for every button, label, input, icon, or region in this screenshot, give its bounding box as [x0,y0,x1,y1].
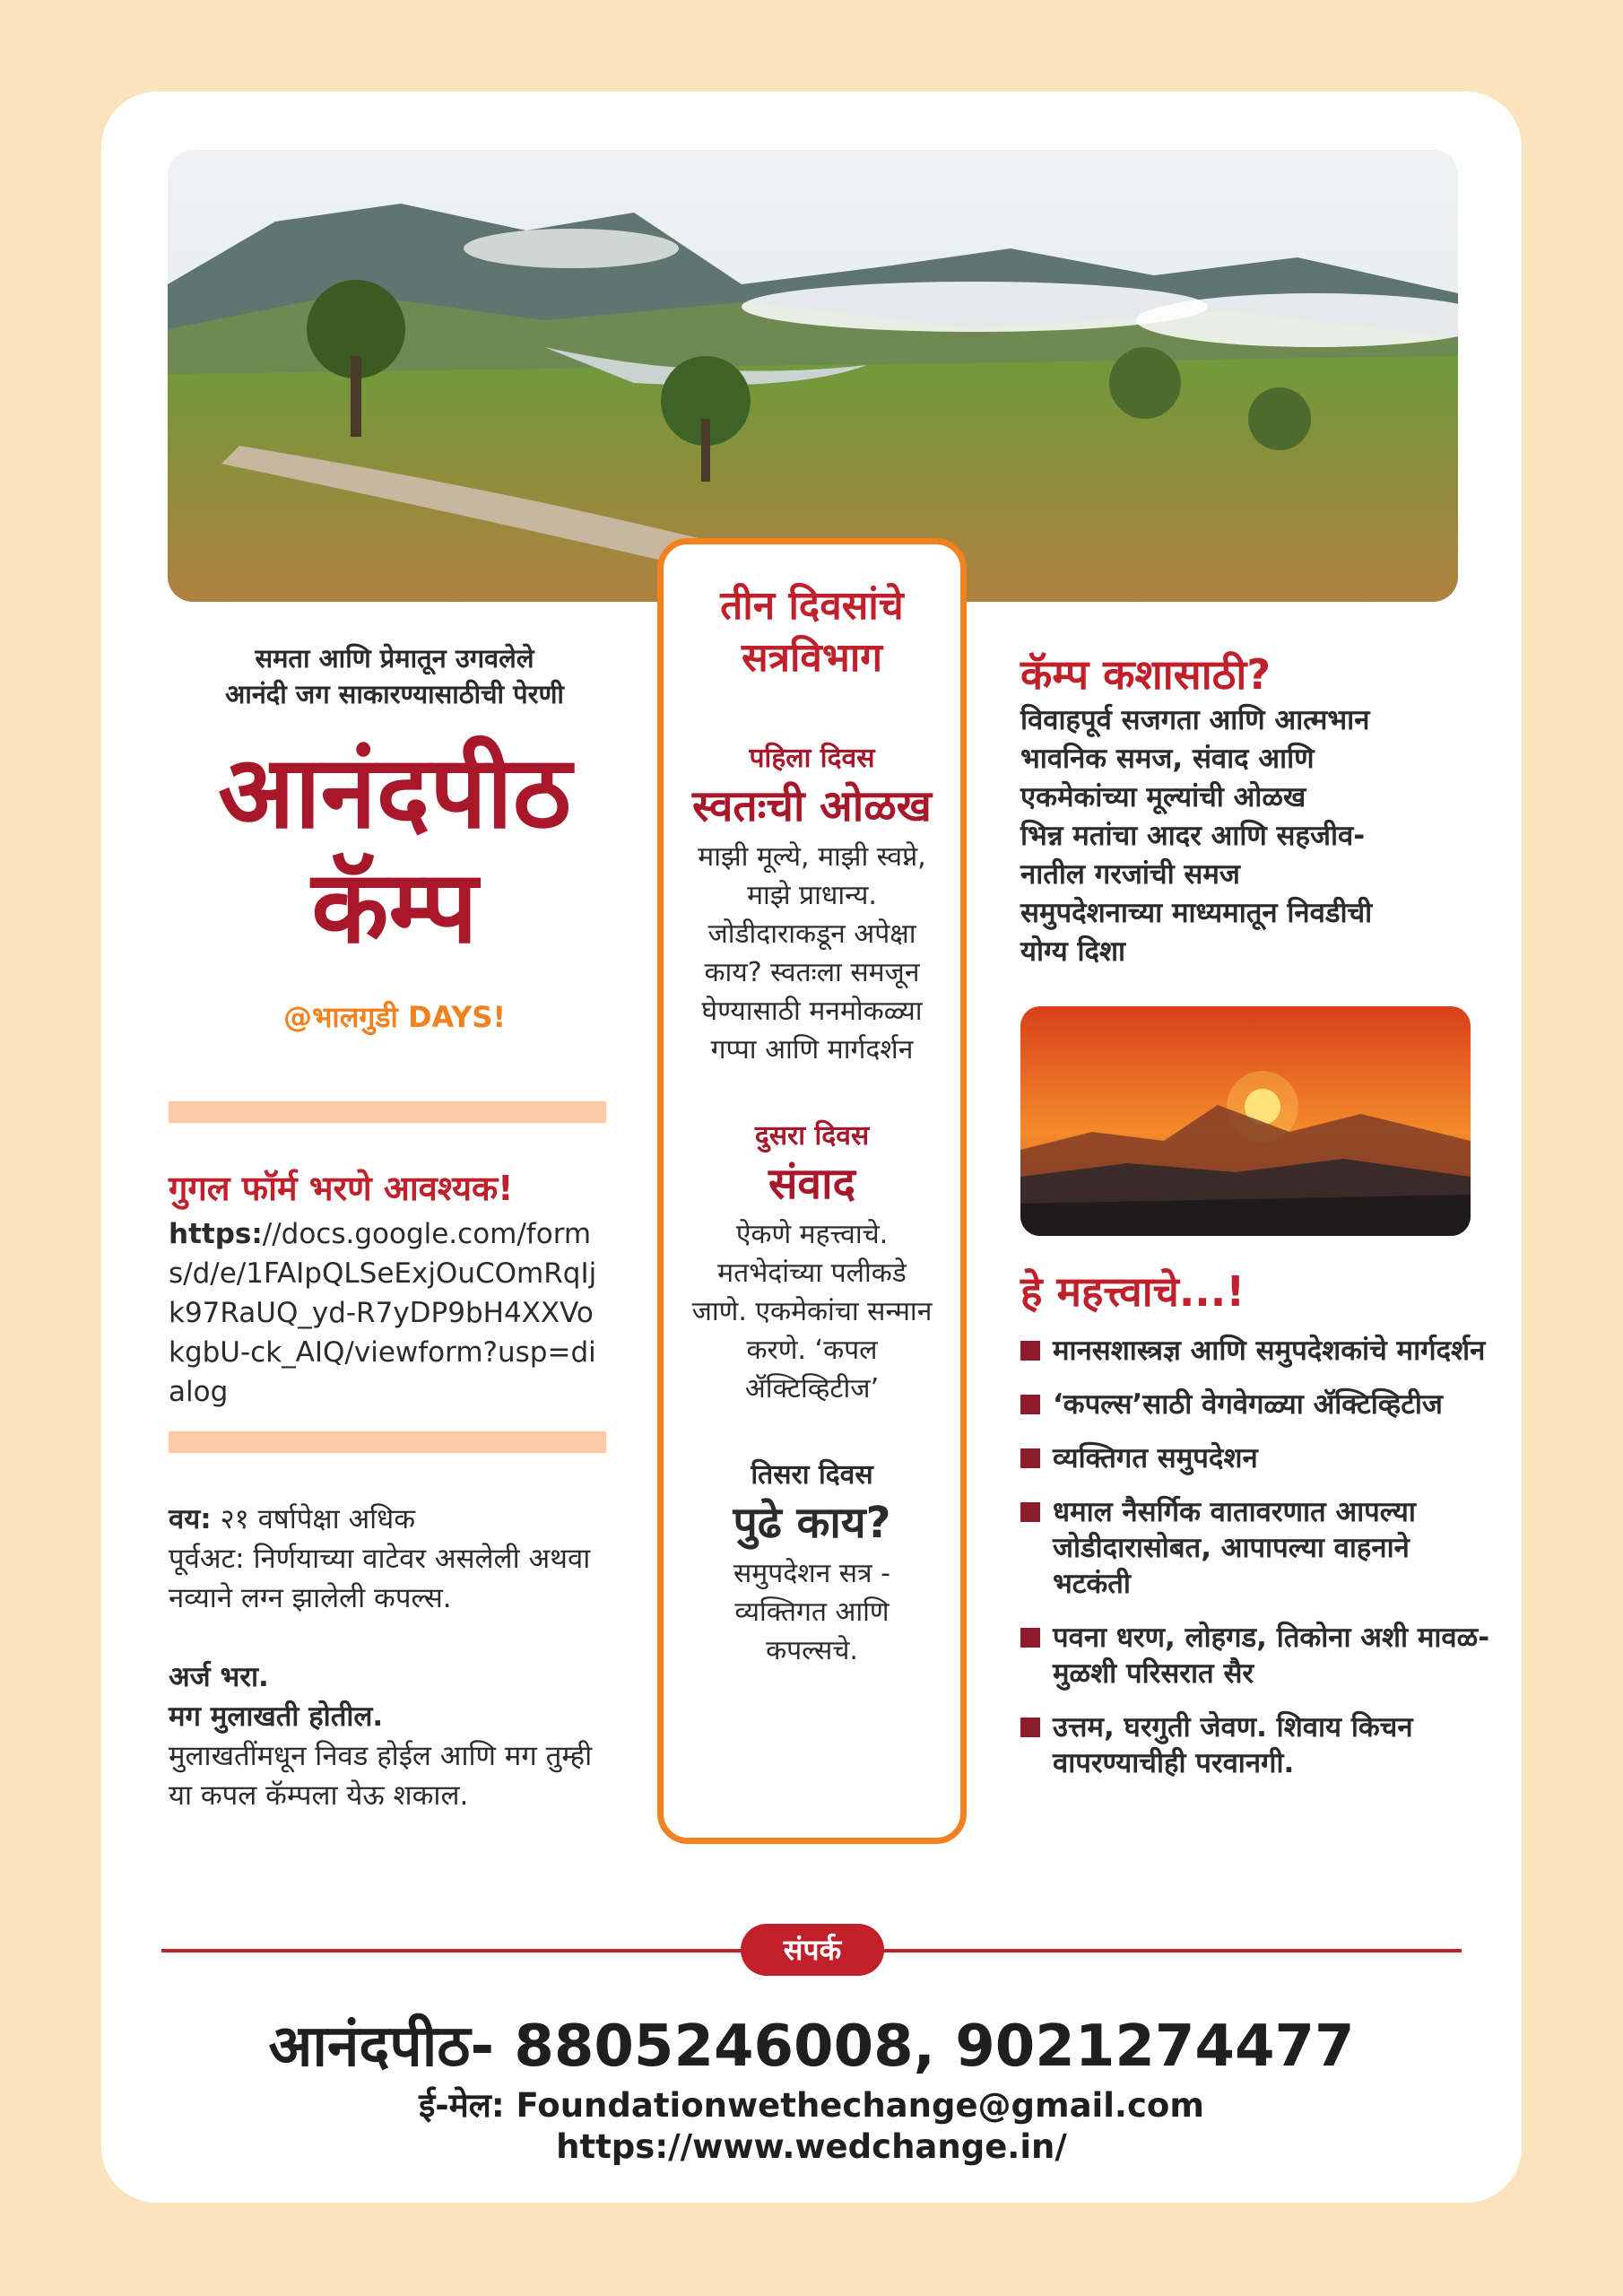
important-list [1020,1333,1496,1799]
why-line: योग्य दिशा [1020,935,1126,968]
why-line: विवाहपूर्व सजगता आणि आत्मभान [1020,704,1370,736]
day-1-label: पहिला दिवस [749,743,875,774]
why-line: भिन्न मतांचा आदर आणि सहजीव- [1020,820,1366,852]
age-label: वय: [169,1503,212,1535]
why-line: एकमेकांच्या मूल्यांची ओळख [1020,781,1306,813]
important-heading: हे महत्त्वाचे...! [1020,1267,1245,1316]
day-1-description: माझी मूल्ये, माझी स्वप्ने, माझे प्राधान्य. जोडीदाराकडून अपेक्षा काय? स्वतःला समजून घेण्यासाठी मनमोकळ्या गप्पा आणि मार्गदर्शन [698,841,926,1065]
apply-line-1: अर्ज भरा. [169,1661,269,1693]
form-url-link[interactable] [169,1214,608,1412]
bullet-square-icon [1020,1448,1040,1468]
brand-title-line-1: आनंदपीठ [218,734,571,851]
contact-email[interactable]: ई-मेल: Foundationwethechange@gmail.com [419,2086,1204,2125]
eligibility-block [169,1500,617,1618]
schedule-title-line-1: तीन दिवसांचे [720,583,904,629]
day-2-title: संवाद [768,1159,856,1209]
form-heading: गुगल फॉर्म भरणे आवश्यक! [169,1169,514,1208]
why-line: समुपदेशनाच्या माध्यमातून निवडीची [1020,897,1373,929]
form-url-scheme: https: [169,1218,263,1250]
tagline [170,640,619,712]
schedule-title-line-2: सत्रविभाग [742,635,882,681]
list-item: उत्तम, घरगुती जेवण. शिवाय किचन वापरण्याचीही परवानगी. [1020,1709,1496,1781]
bullet-square-icon [1020,1395,1040,1414]
list-item: ‘कपल्स’साठी वेगवेगळ्या ॲक्टिव्हिटीज [1020,1387,1496,1422]
form-url-rest: //docs.google.com/forms/d/e/1FAIpQLSeExjOuCOmRqIjk97RaUQ_yd-R7yDP9bH4XXVokgbU-ck_AIQ/viewform?usp=dialog [169,1218,597,1408]
list-item: व्यक्तिगत समुपदेशन [1020,1440,1496,1476]
list-item: धमाल नैसर्गिक वातावरणात आपल्या जोडीदारासोबत, आपापल्या वाहनाने भटकंती [1020,1494,1496,1602]
schedule-title [689,580,935,684]
prerequisite: पूर्वअट: निर्णयाच्या वाटेवर असलेली अथवा नव्याने लग्न झालेली कपल्स. [169,1543,591,1614]
bullet-square-icon [1020,1341,1040,1361]
brand-title-line-2: कॅम्प [311,848,478,966]
brand-subtitle: @भालगुडी DAYS! [282,1000,507,1034]
divider-bar [169,1431,606,1453]
day-3-description: समुपदेशन सत्र - व्यक्तिगत आणि कपल्सचे. [733,1558,890,1666]
apply-block [169,1657,617,1815]
bullet-square-icon [1020,1628,1040,1648]
why-line: भावनिक समज, संवाद आणि [1020,743,1315,775]
contact-label: संपर्क [741,1924,884,1976]
why-heading: कॅम्प कशासाठी? [1020,650,1271,699]
bullet-square-icon [1020,1502,1040,1522]
brand-title [170,735,619,965]
day-3-label: तिसरा दिवस [751,1459,873,1491]
list-item: पवना धरण, लोहगड, तिकोना अशी मावळ-मुळशी परिसरात सैर [1020,1620,1496,1692]
list-item: मानसशास्त्रज्ञ आणि समुपदेशकांचे मार्गदर्शन [1020,1333,1496,1369]
age-value: २१ वर्षापेक्षा अधिक [211,1503,416,1535]
contact-website-link[interactable]: https://www.wedchange.in/ [556,2127,1067,2166]
divider-bar [169,1101,606,1123]
contact-phones: आनंदपीठ- 8805246008, 9021274477 [268,2013,1355,2080]
day-2-label: दुसरा दिवस [754,1120,870,1152]
day-1-title: स्वतःची ओळख [692,781,932,831]
bullet-square-icon [1020,1718,1040,1737]
schedule-box [657,538,967,1844]
day-2-description: ऐकणे महत्त्वाचे. मतभेदांच्या पलीकडे जाणे. एकमेकांचा सन्मान करणे. ‘कपल ॲक्टिव्हिटीज’ [691,1219,933,1405]
apply-line-3: मुलाखतींमधून निवड होईल आणि मग तुम्ही या कपल कॅम्पला येऊ शकाल. [169,1740,593,1812]
day-3-title: पुढे काय? [733,1498,891,1548]
sunset-image [1020,1006,1471,1236]
tagline-line-1: समता आणि प्रेमातून उगवलेले [255,643,534,674]
apply-line-2: मग मुलाखती होतील. [169,1700,384,1733]
hero-landscape-image [168,150,1458,602]
tagline-line-2: आनंदी जग साकारण्यासाठीची पेरणी [225,679,564,709]
why-line: नातील गरजांची समज [1020,858,1240,891]
why-list [1020,701,1487,971]
